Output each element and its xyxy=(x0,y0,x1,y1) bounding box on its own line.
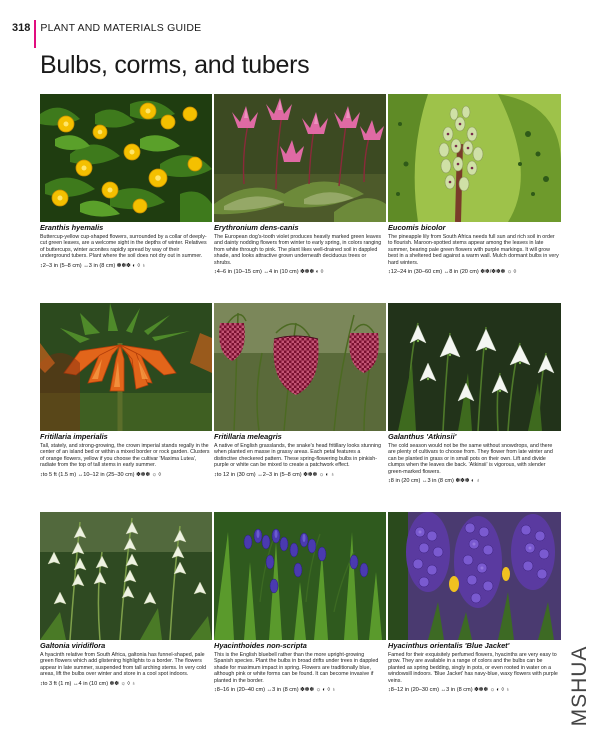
plant-name: Eucomis bicolor xyxy=(388,223,446,232)
galanthus-photo xyxy=(388,303,561,431)
eranthis-image xyxy=(40,94,212,222)
hyacinthoides-photo xyxy=(214,512,386,640)
plant-description: Tall, stately, and strong-growing, the crown imperial stands regally in the center of an island bed or within a mixed border or rock garden. Clusters of orange flowers, yellow if you choose the cultivar 'Maxima Lutea', radiate from the top of tall stems in early summer. xyxy=(40,442,210,469)
plant-growing-info: ↕2–3 in (5–8 cm) ↔3 in (8 cm) ✽✽✽ ◐ ◊ ♁ xyxy=(40,262,146,269)
plant-name: Eranthis hyemalis xyxy=(40,223,104,232)
plant-name: Hyacinthoides non-scripta xyxy=(214,641,307,650)
eucomis-image xyxy=(388,94,561,222)
fritillaria-imperialis-photo xyxy=(40,303,212,431)
page-number: 318 xyxy=(12,22,31,34)
plant-description: A hyacinth relative from South Africa, galtonia has funnel-shaped, pale green flowers which add glistening highlights to a border. The flowers appear in late summer, suspended from tall arching stems. In very cold areas, lift the bulbs over winter and store in a cool spot indoors. xyxy=(40,651,207,678)
plant-description: Famed for their exquisitely perfumed flowers, hyacinths are very easy to grow. They are available in a range of colors and the bulbs can be planted as spring bedding, singly in pots, or even rooted in water on a windowsill indoors. 'Blue Jacket' has navy-blue, waxy flowers with purple veins. xyxy=(388,651,558,684)
plant-card xyxy=(388,512,561,717)
plant-growing-info: ↕8–12 in (20–30 cm) ↔3 in (8 cm) ✽✽✽ ☼ ◐ ◊ ♁ xyxy=(388,687,510,694)
hyacinthus-photo xyxy=(388,512,561,640)
eranthis-photo xyxy=(40,94,212,222)
header-divider xyxy=(34,20,36,48)
plant-description: This is the English bluebell rather than the more upright-growing Spanish species. Plant the bulbs in broad drifts under trees in dappled shade for maximum impact in spring. Flowers are traditionally blue, although pink or white forms can be found. It can become invasive if planted in the border. xyxy=(214,651,379,684)
plant-growing-info: ↕4–6 in (10–15 cm) ↔4 in (10 cm) ✽✽✽ ◐ ◊ xyxy=(214,269,324,276)
plant-description: The pineapple lily from South Africa needs full sun and rich soil in order to flourish. Maroon-spotted stems appear among the leaves in late summer, bearing pale green flowers with purple markings. It will grow best in a sheltered bed against a warm wall. Mulch dormant bulbs in very hard winters. xyxy=(388,233,559,266)
galtonia-image xyxy=(40,512,212,640)
plant-growing-info: ↕to 12 in (30 cm) ↔2–3 in (5–8 cm) ✽✽✽ ☼ ◐ ♁ xyxy=(214,471,335,478)
page-title: Bulbs, corms, and tubers xyxy=(40,51,310,79)
plant-description: A native of English grasslands, the snake's head fritillary looks stunning when planted en masse in grassy areas. Each petal features a distinctive checkered pattern. These spring-flowering bulbs in pinkish-purple or white can be mixed to create a patchwork effect. xyxy=(214,442,382,469)
eucomis-photo xyxy=(388,94,561,222)
plant-description: The European dog's-tooth violet produces heavily marked green leaves and dainty nodding flowers from winter to early spring, in colors ranging from white through to pink. The plant likes well-drained soil in dappled shade, and looks attractive grown underneath deciduous trees or shrubs. xyxy=(214,233,382,266)
plant-card xyxy=(214,512,386,717)
plant-card xyxy=(214,94,386,299)
plant-growing-info: ↕8–16 in (20–40 cm) ↔3 in (8 cm) ✽✽✽ ☼ ◐ ◊ ♁ xyxy=(214,687,336,694)
plant-growing-info: ↕to 3 ft (1 m) ↔4 in (10 cm) ✽✽ ☼ ◊ ♁ xyxy=(40,680,136,687)
plant-description: Buttercup-yellow cup-shaped flowers, surrounded by a collar of deeply-cut green leaves, are a welcome sight in the depths of winter. Relatives of buttercups, winter aconites rapidly spread by way of their underground tubers. Plant where the soil does not dry out in summer. xyxy=(40,233,207,260)
plant-name: Galtonia viridiflora xyxy=(40,641,106,650)
erythronium-photo xyxy=(214,94,386,222)
fritillaria-meleagris-image xyxy=(214,303,386,431)
plant-name: Erythronium dens-canis xyxy=(214,223,299,232)
plant-growing-info: ↕to 5 ft (1.5 m) ↔10–12 in (25–30 cm) ✽✽✽ ☼ ◊ xyxy=(40,471,162,478)
fritillaria-meleagris-photo xyxy=(214,303,386,431)
plant-growing-info: ↕12–24 in (30–60 cm) ↔8 in (20 cm) ✽✽/✽✽✽ ☼ ◊ xyxy=(388,269,517,276)
erythronium-image xyxy=(214,94,386,222)
plant-name: Hyacinthus orientalis 'Blue Jacket' xyxy=(388,641,510,650)
plant-name: Fritillaria meleagris xyxy=(214,432,282,441)
page-header xyxy=(12,20,201,36)
watermark xyxy=(566,632,594,740)
galtonia-photo xyxy=(40,512,212,640)
plant-card xyxy=(388,303,561,508)
plant-grid xyxy=(40,94,561,717)
plant-card xyxy=(388,94,561,299)
plant-card xyxy=(40,512,212,717)
plant-card xyxy=(40,94,212,299)
galanthus-image xyxy=(388,303,561,431)
plant-description: The cold season would not be the same without snowdrops, and there are plenty of cultivars to choose from. They flower from late winter and can be planted in grass or in small pots on their own. Lift and divide clumps when the leaves die back. 'Atkinsii' is vigorous, with slender green-marked flowers. xyxy=(388,442,553,475)
plant-name: Fritillaria imperialis xyxy=(40,432,108,441)
hyacinthoides-image xyxy=(214,512,386,640)
fritillaria-imperialis-image xyxy=(40,303,212,431)
plant-name: Galanthus 'Atkinsii' xyxy=(388,432,457,441)
section-title: PLANT AND MATERIALS GUIDE xyxy=(40,22,202,34)
plant-card xyxy=(40,303,212,508)
plant-card xyxy=(214,303,386,508)
watermark-text: MSHUA xyxy=(568,645,591,727)
plant-growing-info: ↕8 in (20 cm) ↔3 in (8 cm) ✽✽✽ ◐ ♁ xyxy=(388,478,481,485)
hyacinthus-image xyxy=(388,512,561,640)
